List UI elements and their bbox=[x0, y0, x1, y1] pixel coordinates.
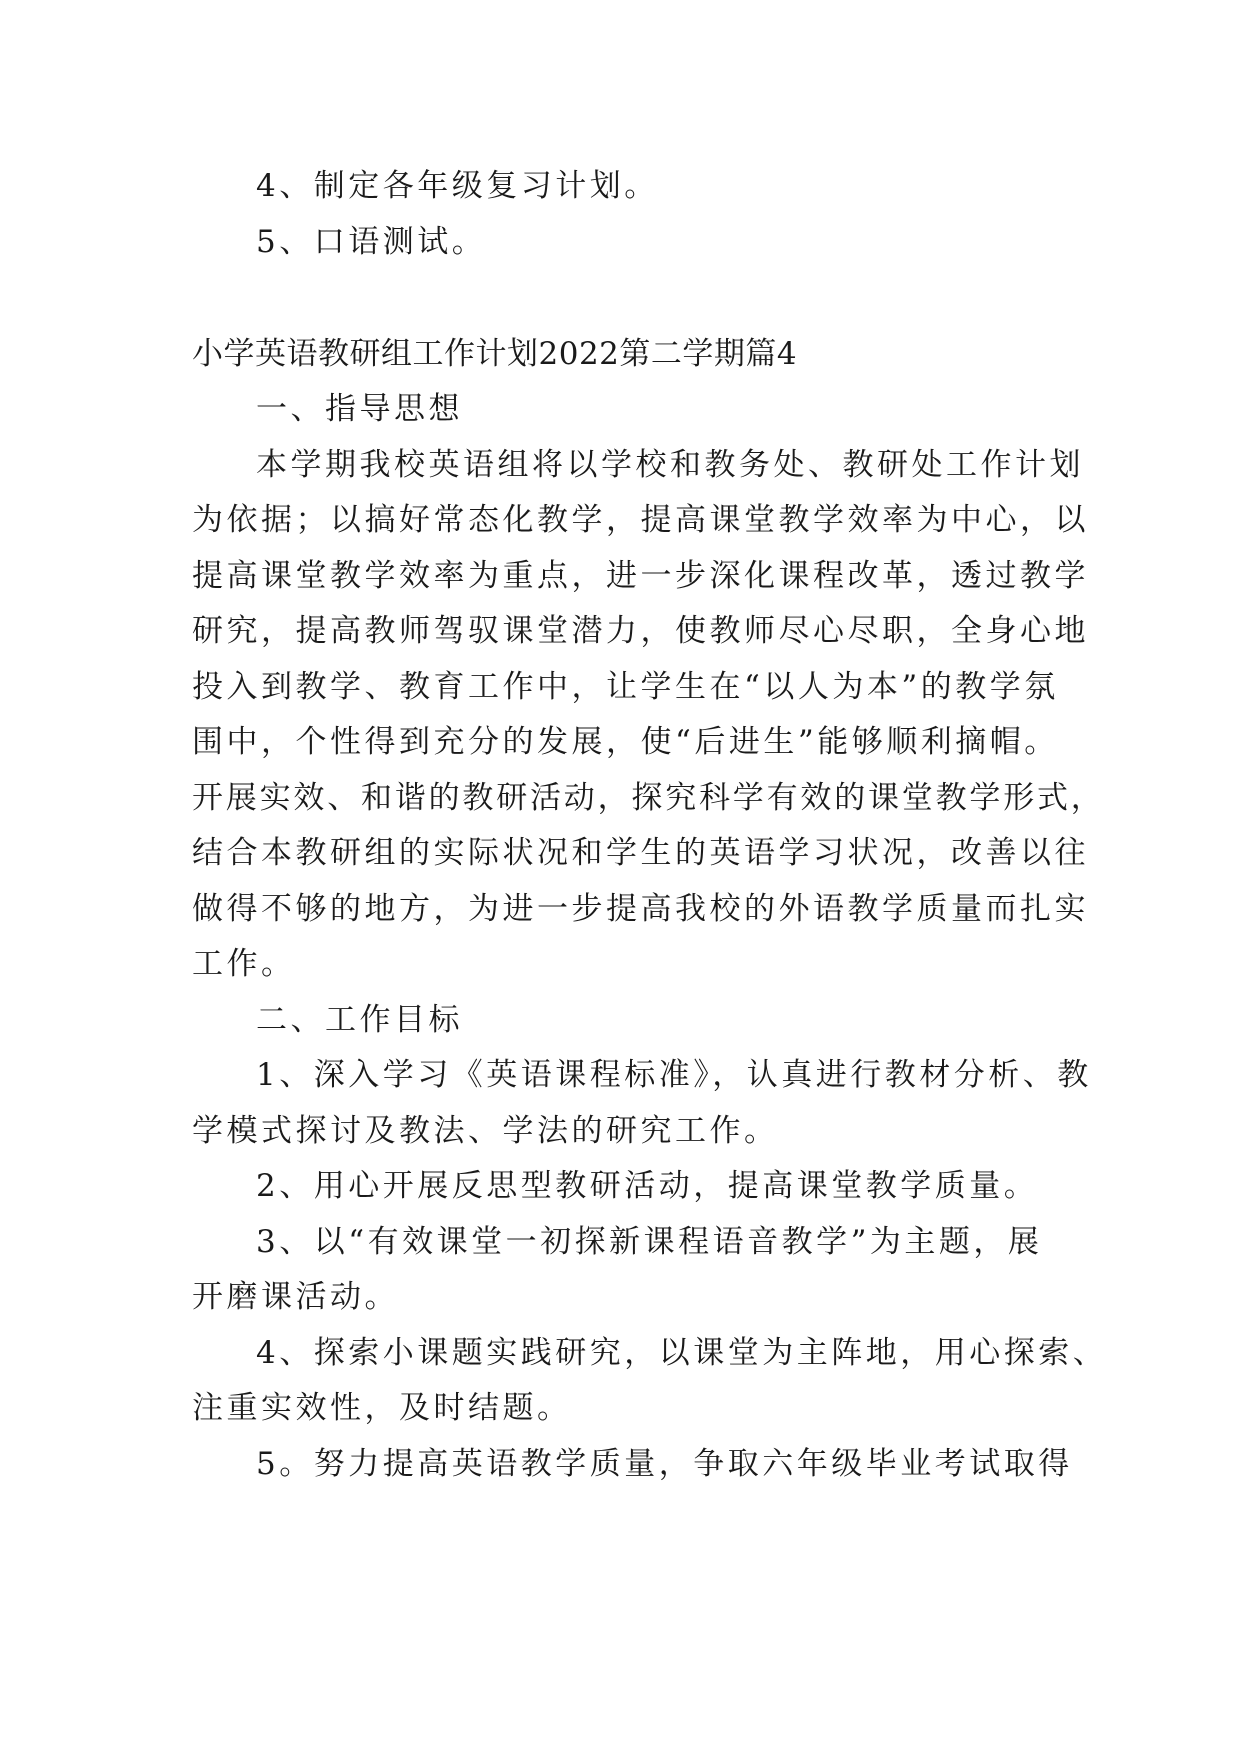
paragraph-line: 围中，个性得到充分的发展，使“后进生”能够顺利摘帽。 bbox=[192, 724, 1059, 760]
list-item: 5、口语测试。 bbox=[256, 224, 487, 260]
paragraph-line: 提高课堂教学效率为重点，进一步深化课程改革，透过教学 bbox=[192, 558, 1089, 594]
section-heading: 一、指导思想 bbox=[256, 391, 463, 427]
list-item: 4、制定各年级复习计划。 bbox=[256, 168, 659, 204]
paragraph-line: 投入到教学、教育工作中，让学生在“以人为本”的教学氛 bbox=[192, 669, 1059, 705]
section-heading: 二、工作目标 bbox=[256, 1002, 463, 1038]
paragraph-line: 研究，提高教师驾驭课堂潜力，使教师尽心尽职，全身心地 bbox=[192, 613, 1089, 649]
goal-line: 1、深入学习《英语课程标准》，认真进行教材分析、教 bbox=[256, 1057, 1092, 1093]
paragraph-line: 做得不够的地方，为进一步提高我校的外语教学质量而扎实 bbox=[192, 891, 1089, 927]
paragraph-line: 开展实效、和谐的教研活动，探究科学有效的课堂教学形式， bbox=[192, 780, 1105, 816]
paragraph-line: 为依据；以搞好常态化教学，提高课堂教学效率为中心，以 bbox=[192, 502, 1089, 538]
goal-line: 5。努力提高英语教学质量，争取六年级毕业考试取得 bbox=[256, 1446, 1073, 1482]
goal-line: 2、用心开展反思型教研活动，提高课堂教学质量。 bbox=[256, 1168, 1039, 1204]
paragraph-line: 工作。 bbox=[192, 946, 296, 982]
goal-line: 4、探索小课题实践研究，以课堂为主阵地，用心探索、 bbox=[256, 1335, 1108, 1371]
paragraph-line: 结合本教研组的实际状况和学生的英语学习状况，改善以往 bbox=[192, 835, 1089, 871]
paragraph-line: 本学期我校英语组将以学校和教务处、教研处工作计划 bbox=[256, 447, 1084, 483]
goal-line: 学模式探讨及教法、学法的研究工作。 bbox=[192, 1113, 779, 1149]
goal-line: 3、以“有效课堂一初探新课程语音教学”为主题，展 bbox=[256, 1224, 1043, 1260]
section-title: 小学英语教研组工作计划2022第二学期篇4 bbox=[192, 336, 798, 372]
goal-line: 开磨课活动。 bbox=[192, 1279, 399, 1315]
goal-line: 注重实效性，及时结题。 bbox=[192, 1390, 572, 1426]
